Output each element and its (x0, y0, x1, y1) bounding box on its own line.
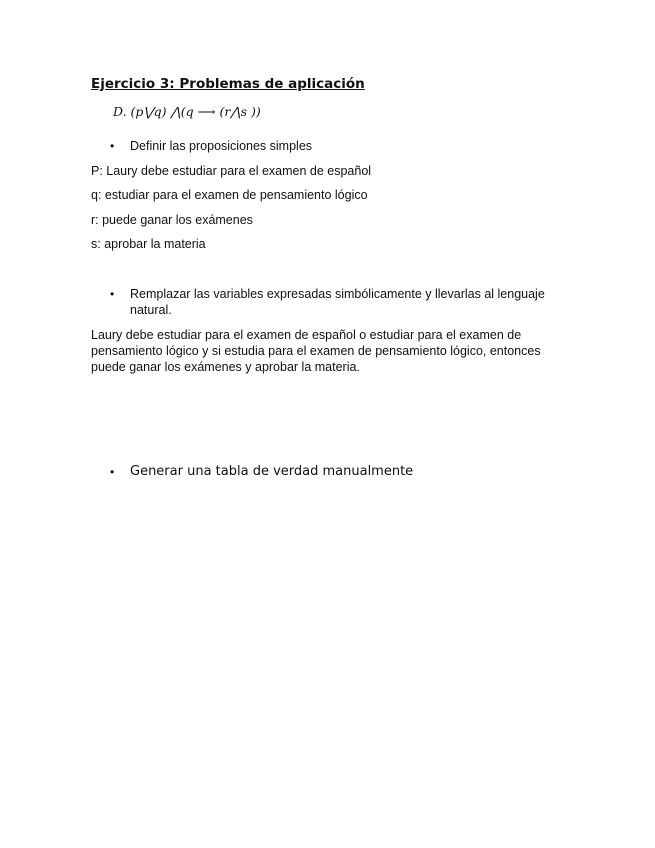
proposition-q: q: estudiar para el examen de pensamiento lógico (91, 188, 368, 202)
exercise-title: Ejercicio 3: Problemas de aplicación (91, 76, 365, 92)
bullet-replace-variables: Remplazar las variables expresadas simbólicamente y llevarlas al lenguaje natural. (130, 287, 545, 317)
bullet-truth-table: Generar una tabla de verdad manualmente (130, 464, 414, 479)
proposition-r: r: puede ganar los exámenes (91, 213, 253, 227)
bullet-marker: • (110, 465, 115, 479)
bullet-marker: • (110, 287, 115, 301)
natural-language-paragraph: Laury debe estudiar para el examen de español o estudiar para el examen de pensamiento lógico y si estudia para el examen de pensamiento lógico, entonces puede ganar los exámenes y aprobar la materia. (91, 328, 541, 374)
bullet-marker: • (110, 139, 115, 153)
logic-formula: D. (p⋁q) ⋀(q ⟶ (r⋀s )) (113, 104, 261, 119)
proposition-p: P: Laury debe estudiar para el examen de español (91, 164, 372, 178)
bullet-define-propositions: Definir las proposiciones simples (130, 139, 313, 153)
proposition-s: s: aprobar la materia (91, 237, 206, 251)
